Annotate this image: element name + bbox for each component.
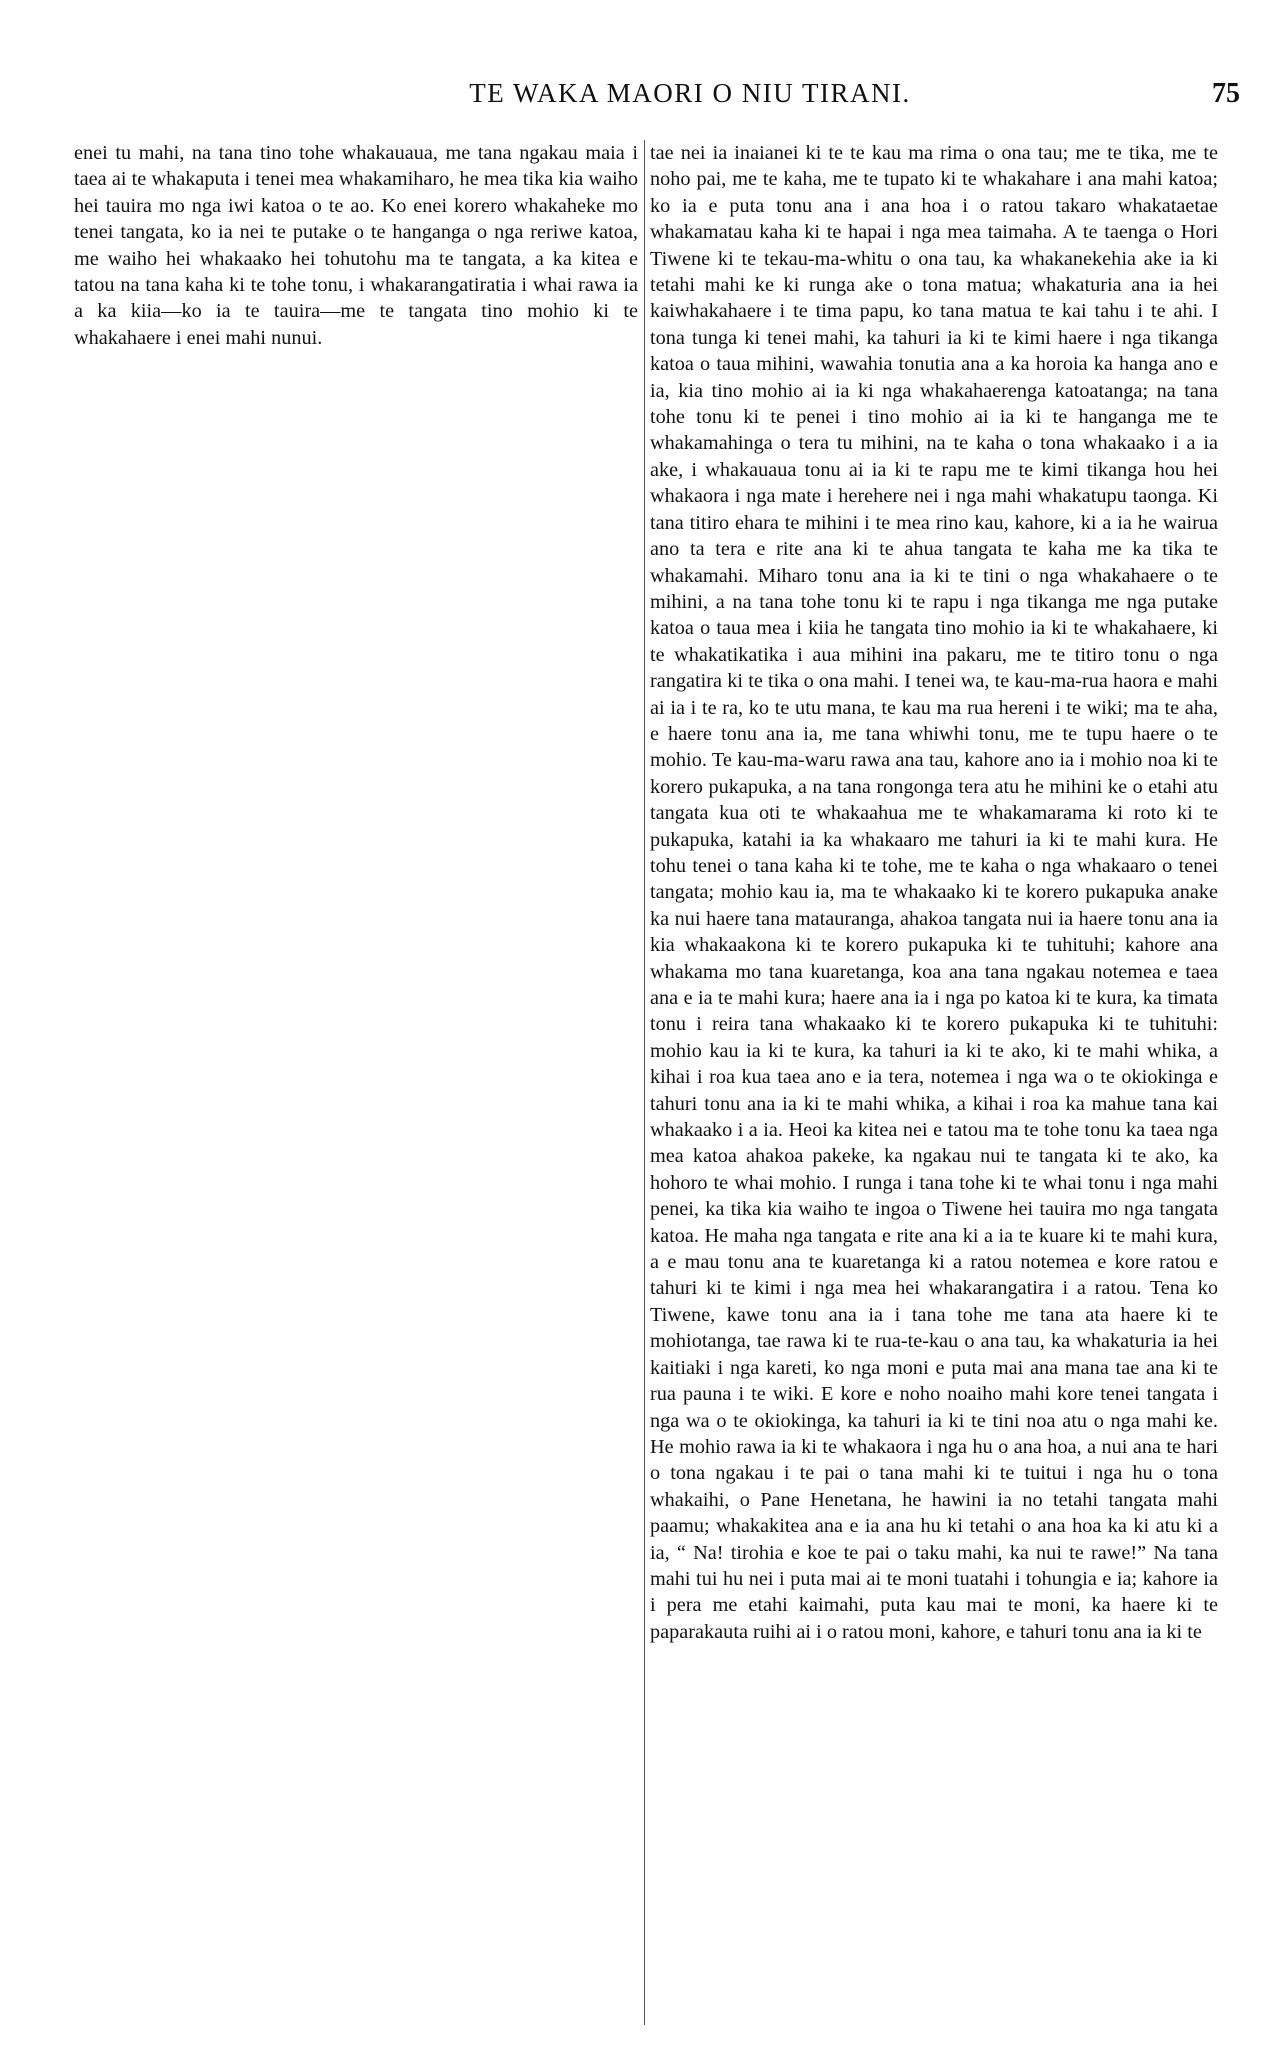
page-number: 75: [1212, 78, 1240, 109]
page-header: [140, 78, 1240, 118]
column-divider: [644, 140, 645, 2025]
running-title: TE WAKA MAORI O NIU TIRANI.: [469, 78, 911, 108]
left-column: [74, 140, 638, 351]
left-paragraph-1: enei tu mahi, na tana tino tohe whakauaua, me tana ngakau maia i taea ai te whakaputa i tenei mea whakamiharo, he mea tika kia waiho hei tauira mo nga iwi katoa o te ao. Ko enei korero whakaheke mo tenei tangata, ko ia nei te putake o te hanganga o nga reriwe katoa, me waiho hei whakaako hei tohutohu ma te tangata, a ka kitea e tatou na tana kaha ki te tohe tonu, i whakarangatiratia i whai rawa ia a ka kiia—ko ia te tauira—me te tangata tino mohio ki te whakahaere i enei mahi nunui.: [74, 142, 638, 349]
right-column: [650, 140, 1218, 1645]
right-paragraph-1: tae nei ia inaianei ki te te kau ma rima o ona tau; me te tika, me te noho pai, me te kaha, me te tupato ki te whakahare i ana mahi katoa; ko ia e puta tonu ana i ana hoa i o ratou takaro whakataetae whakamatau kaha ki te hapai i nga mea taimaha. A te taenga o Hori Tiwene ki te tekau-ma-whitu o ona tau, ka whakanekehia ake ia ki tetahi mahi ke ki runga ake o tona matua; whakaturia ana ia hei kaiwhakahaere i te tima papu, ko tana matua te kai tahu i te ahi. I tona tunga ki tenei mahi, ka tahuri ia ki te kimi haere i nga tikanga katoa o taua mihini, wawahia tonutia ana a ka horoia ka hanga ano e ia, kia tino mohio ai ia ki nga whakahaerenga katoatanga; na tana tohe tonu ki te penei i tino mohio ai ia ki te hanganga me te whakamahinga o tera tu mihini, na te kaha o tona whakaako i a ia ake, i whakauaua tonu ai ia ki te rapu me te kimi tikanga hou hei whakaora i nga mate i herehere nei i nga mahi whakatupu taonga. Ki tana titiro ehara te mihini i te mea rino kau, kahore, ki a ia he wairua ano ta tera e rite ana ki te ahua tangata te kaha me ka tika te whakamahi. Miharo tonu ana ia ki te tini o nga whakahaere o te mihini, a na tana tohe tonu ki te rapu i nga tikanga me nga putake katoa o taua mea i kiia he tangata tino mohio ia ki te whakahaere, ki te whakatikatika i aua mihini ina pakaru, me te titiro tonu o nga rangatira ki te tika o ona mahi. I tenei wa, te kau-ma-rua haora e mahi ai ia i te ra, ko te utu mana, te kau ma rua hereni i te wiki; ma te aha, e haere tonu ana ia, me tana whiwhi tonu, me te tupu haere o te mohio. Te kau-ma-waru rawa ana tau, kahore ano ia i mohio noa ki te korero pukapuka, a na tana rongonga tera atu he mihini ke o etahi atu tangata kua oti te whakaahua me te whakamarama ki roto ki te pukapuka, katahi ia ka whakaaro me tahuri ia ki te mahi kura. He tohu tenei o tana kaha ki te tohe, me te kaha o nga whakaaro o tenei tangata; mohio kau ia, ma te whakaako ki te korero pukapuka anake ka nui haere tana matauranga, ahakoa tangata nui ia haere tonu ana ia kia whakaakona ki te korero pukapuka ki te tuhituhi; kahore ana whakama mo tana kuaretanga, koa ana tana ngakau notemea e taea ana e ia te mahi kura; haere ana ia i nga po katoa ki te kura, ka timata tonu i reira tana whakaako ki te korero pukapuka ki te tuhituhi: mohio kau ia ki te kura, ka tahuri ia ki te ako, ki te mahi whika, a kihai i roa kua taea ano e ia tera, notemea i nga wa o te okiokinga e tahuri tonu ana ia ki te mahi whika, a kihai i roa ka mahue tana kai whakaako i a ia. Heoi ka kitea nei e tatou ma te tohe tonu ka taea nga mea katoa ahakoa pakeke, ka ngakau nui te tangata ki te ako, ka hohoro te whai mohio. I runga i tana tohe ki te whai tonu i nga mahi penei, ka tika kia waiho te ingoa o Tiwene hei tauira mo nga tangata katoa. He maha nga tangata e rite ana ki a ia te kuare ki te mahi kura, a e mau tonu ana te kuaretanga ki a ratou notemea e kore ratou e tahuri ki te kimi i nga mea hei whakarangatira i a ratou. Tena ko Tiwene, kawe tonu ana ia i tana tohe me tana ata haere ki te mohiotanga, tae rawa ki te rua-te-kau o ana tau, ka whakaturia ia hei kaitiaki i nga kareti, ko nga moni e puta mai ana mana tae ana ki te rua pauna i te wiki. E kore e noho noaiho mahi kore tenei tangata i nga wa o te okiokinga, ka tahuri ia ki te tini noa atu o nga mahi ke. He mohio rawa ia ki te whakaora i nga hu o ana hoa, a nui ana te hari o tona ngakau i te pai o tana mahi ki te tuitui i nga hu o tona whakaihi, o Pane Henetana, he hawini ia no tetahi tangata mahi paamu; whakakitea ana e ia ana hu ki tetahi o ana hoa ka ki atu ki a ia, “ Na! tirohia e koe te pai o taku mahi, ka nui te rawe!” Na tana mahi tui hu nei i puta mai ai te moni tuatahi i tohungia e ia; kahore ia i pera me etahi kaimahi, puta kau mai te moni, ka haere ki te paparakauta ruihi ai i o ratou moni, kahore, e tahuri tonu ana ia ki te: [650, 142, 1218, 1643]
